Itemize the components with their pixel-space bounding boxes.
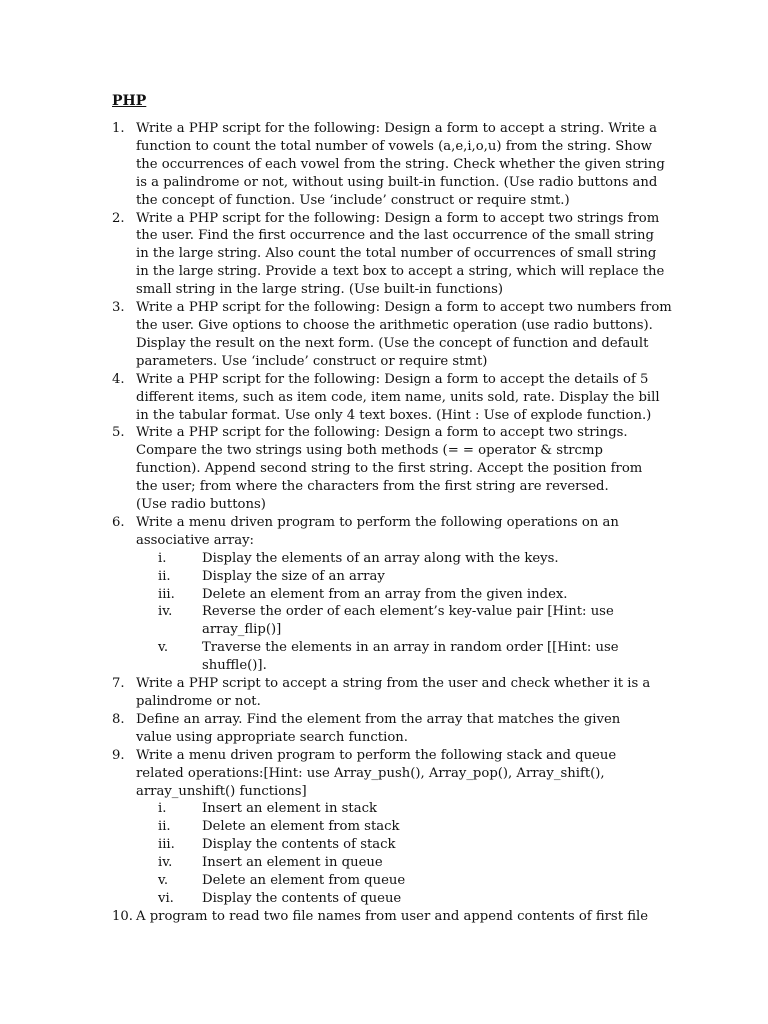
text-line: (Use radio buttons) bbox=[136, 497, 266, 513]
text-line: Insert an element in queue bbox=[202, 855, 383, 871]
list-item bbox=[112, 747, 682, 908]
sub-list-item bbox=[136, 586, 682, 604]
sub-list-item bbox=[136, 568, 682, 586]
sub-list-item-text bbox=[202, 818, 682, 836]
list-item-text bbox=[136, 210, 682, 300]
text-line: palindrome or not. bbox=[136, 694, 261, 709]
text-line: A program to read two file names from user and append contents of first file bbox=[136, 908, 649, 924]
sub-list-item bbox=[136, 890, 682, 908]
text-line: Delete an element from stack bbox=[202, 819, 400, 835]
text-line: Display the size of an array bbox=[202, 568, 385, 584]
list-item-number: 2. bbox=[112, 210, 125, 226]
text-line: Display the elements of an array along with the keys. bbox=[202, 550, 559, 566]
text-line: different items, such as item code, item name, units sold, rate. Display the bill bbox=[136, 389, 660, 405]
list-item bbox=[112, 908, 682, 926]
sub-list-item bbox=[136, 603, 682, 639]
text-line: Write a PHP script to accept a string from the user and check whether it is a bbox=[136, 676, 651, 692]
sub-list-item-number: v. bbox=[158, 640, 169, 656]
sub-list-item bbox=[136, 818, 682, 836]
text-line: is a palindrome or not, without using built-in function. (Use radio buttons and bbox=[136, 174, 658, 190]
list-item bbox=[112, 711, 682, 747]
sub-list-item-number: i. bbox=[158, 801, 167, 817]
list-item-number: 4. bbox=[112, 371, 125, 387]
text-line: Delete an element from queue bbox=[202, 873, 406, 889]
text-line: Define an array. Find the element from the array that matches the given bbox=[136, 711, 621, 727]
sub-list-item-text bbox=[202, 836, 682, 854]
text-line: in the large string. Also count the total number of occurrences of small string bbox=[136, 246, 657, 262]
list-item-number: 6. bbox=[112, 514, 125, 530]
text-line: Display the contents of stack bbox=[202, 837, 396, 853]
sub-list-item bbox=[136, 639, 682, 675]
list-item bbox=[112, 424, 682, 514]
sub-list-item-text bbox=[202, 568, 682, 586]
text-line: Compare the two strings using both methods (= = operator & strcmp bbox=[136, 443, 603, 459]
text-line: Delete an element from an array from the given index. bbox=[202, 586, 568, 602]
text-line: function to count the total number of vowels (a,e,i,o,u) from the string. Show bbox=[136, 138, 652, 154]
sub-list-item bbox=[136, 854, 682, 872]
text-line: parameters. Use ‘include’ construct or require stmt) bbox=[136, 353, 488, 369]
text-line: Traverse the elements in an array in random order [[Hint: use bbox=[202, 640, 619, 656]
list-item bbox=[112, 210, 682, 300]
sub-list-item-text bbox=[202, 854, 682, 872]
sub-list-item-number: vi. bbox=[158, 890, 174, 906]
text-line: associative array: bbox=[136, 532, 254, 548]
sub-list-item-number: i. bbox=[158, 550, 167, 566]
sub-list-item-number: iii. bbox=[158, 837, 175, 853]
sub-list-item bbox=[136, 836, 682, 854]
list-item bbox=[112, 371, 682, 425]
text-line: Write a PHP script for the following: Design a form to accept two numbers from bbox=[136, 300, 672, 316]
text-line: Write a PHP script for the following: Design a form to accept the details of 5 bbox=[136, 371, 649, 387]
text-line: Display the contents of queue bbox=[202, 890, 402, 906]
list-item-text bbox=[136, 675, 682, 711]
list-item bbox=[112, 675, 682, 711]
text-line: Write a PHP script for the following: Design a form to accept two strings from bbox=[136, 210, 660, 226]
list-item-text bbox=[136, 120, 682, 210]
sub-list-item-text bbox=[202, 890, 682, 908]
sub-list-item-text bbox=[202, 603, 682, 639]
sub-list-item-text bbox=[202, 872, 682, 890]
text-line: the user; from where the characters from the first string are reversed. bbox=[136, 479, 609, 495]
sub-list-item-number: ii. bbox=[158, 819, 171, 835]
list-item-number: 7. bbox=[112, 676, 125, 692]
text-line: in the large string. Provide a text box to accept a string, which will replace the bbox=[136, 264, 665, 280]
text-line: the user. Give options to choose the arithmetic operation (use radio buttons). bbox=[136, 317, 653, 333]
list-item-text bbox=[136, 424, 682, 514]
list-item-number: 9. bbox=[112, 747, 125, 763]
sub-list-item-text bbox=[202, 800, 682, 818]
list-item-text bbox=[136, 371, 682, 425]
text-line: array_unshift() functions] bbox=[136, 783, 307, 799]
sub-list-item-text bbox=[202, 586, 682, 604]
sub-list-item-number: iv. bbox=[158, 604, 173, 620]
text-line: in the tabular format. Use only 4 text boxes. (Hint : Use of explode function.) bbox=[136, 407, 652, 423]
sub-list-item-number: v. bbox=[158, 873, 169, 889]
list-item-text bbox=[136, 299, 682, 371]
text-line: small string in the large string. (Use built-in functions) bbox=[136, 282, 504, 298]
sub-list-item-text bbox=[202, 639, 682, 675]
list-item-number: 1. bbox=[112, 121, 125, 136]
page-title: PHP bbox=[112, 93, 147, 109]
list-item-text bbox=[136, 514, 682, 675]
list-item-text bbox=[136, 908, 682, 926]
sub-list-item bbox=[136, 550, 682, 568]
text-line: shuffle()]. bbox=[202, 658, 267, 674]
sub-list-item-number: iv. bbox=[158, 855, 173, 871]
text-line: Insert an element in stack bbox=[202, 801, 377, 817]
text-line: Write a PHP script for the following: Design a form to accept two strings. bbox=[136, 425, 628, 441]
text-line: value using appropriate search function. bbox=[136, 729, 408, 745]
sub-list-item-number: ii. bbox=[158, 568, 171, 584]
sub-list-item bbox=[136, 872, 682, 890]
text-line: Write a menu driven program to perform the following operations on an bbox=[136, 514, 619, 530]
list-item-number: 10. bbox=[112, 908, 133, 924]
text-line: function). Append second string to the first string. Accept the position from bbox=[136, 461, 643, 477]
text-line: the user. Find the first occurrence and the last occurrence of the small string bbox=[136, 228, 654, 244]
sub-list-item-text bbox=[202, 550, 682, 568]
text-line: the concept of function. Use ‘include’ construct or require stmt.) bbox=[136, 192, 570, 208]
text-line: Write a menu driven program to perform the following stack and queue bbox=[136, 747, 617, 763]
text-line: Write a PHP script for the following: Design a form to accept a string. Write a bbox=[136, 121, 658, 136]
list-item bbox=[112, 120, 682, 210]
text-line: Display the result on the next form. (Use the concept of function and default bbox=[136, 335, 649, 351]
list-item-number: 8. bbox=[112, 711, 125, 727]
text-line: the occurrences of each vowel from the string. Check whether the given string bbox=[136, 156, 665, 172]
list-item-number: 5. bbox=[112, 425, 125, 441]
list-item-text bbox=[136, 747, 682, 908]
question-list bbox=[112, 120, 682, 926]
sub-list-item-number: iii. bbox=[158, 586, 175, 602]
list-item-text bbox=[136, 711, 682, 747]
text-line: related operations:[Hint: use Array_push(), Array_pop(), Array_shift(), bbox=[136, 765, 605, 781]
list-item-number: 3. bbox=[112, 300, 125, 316]
text-line: Reverse the order of each element’s key-value pair [Hint: use bbox=[202, 604, 614, 620]
sub-list-item bbox=[136, 800, 682, 818]
list-item bbox=[112, 514, 682, 675]
list-item bbox=[112, 299, 682, 371]
text-line: array_flip()] bbox=[202, 622, 282, 638]
